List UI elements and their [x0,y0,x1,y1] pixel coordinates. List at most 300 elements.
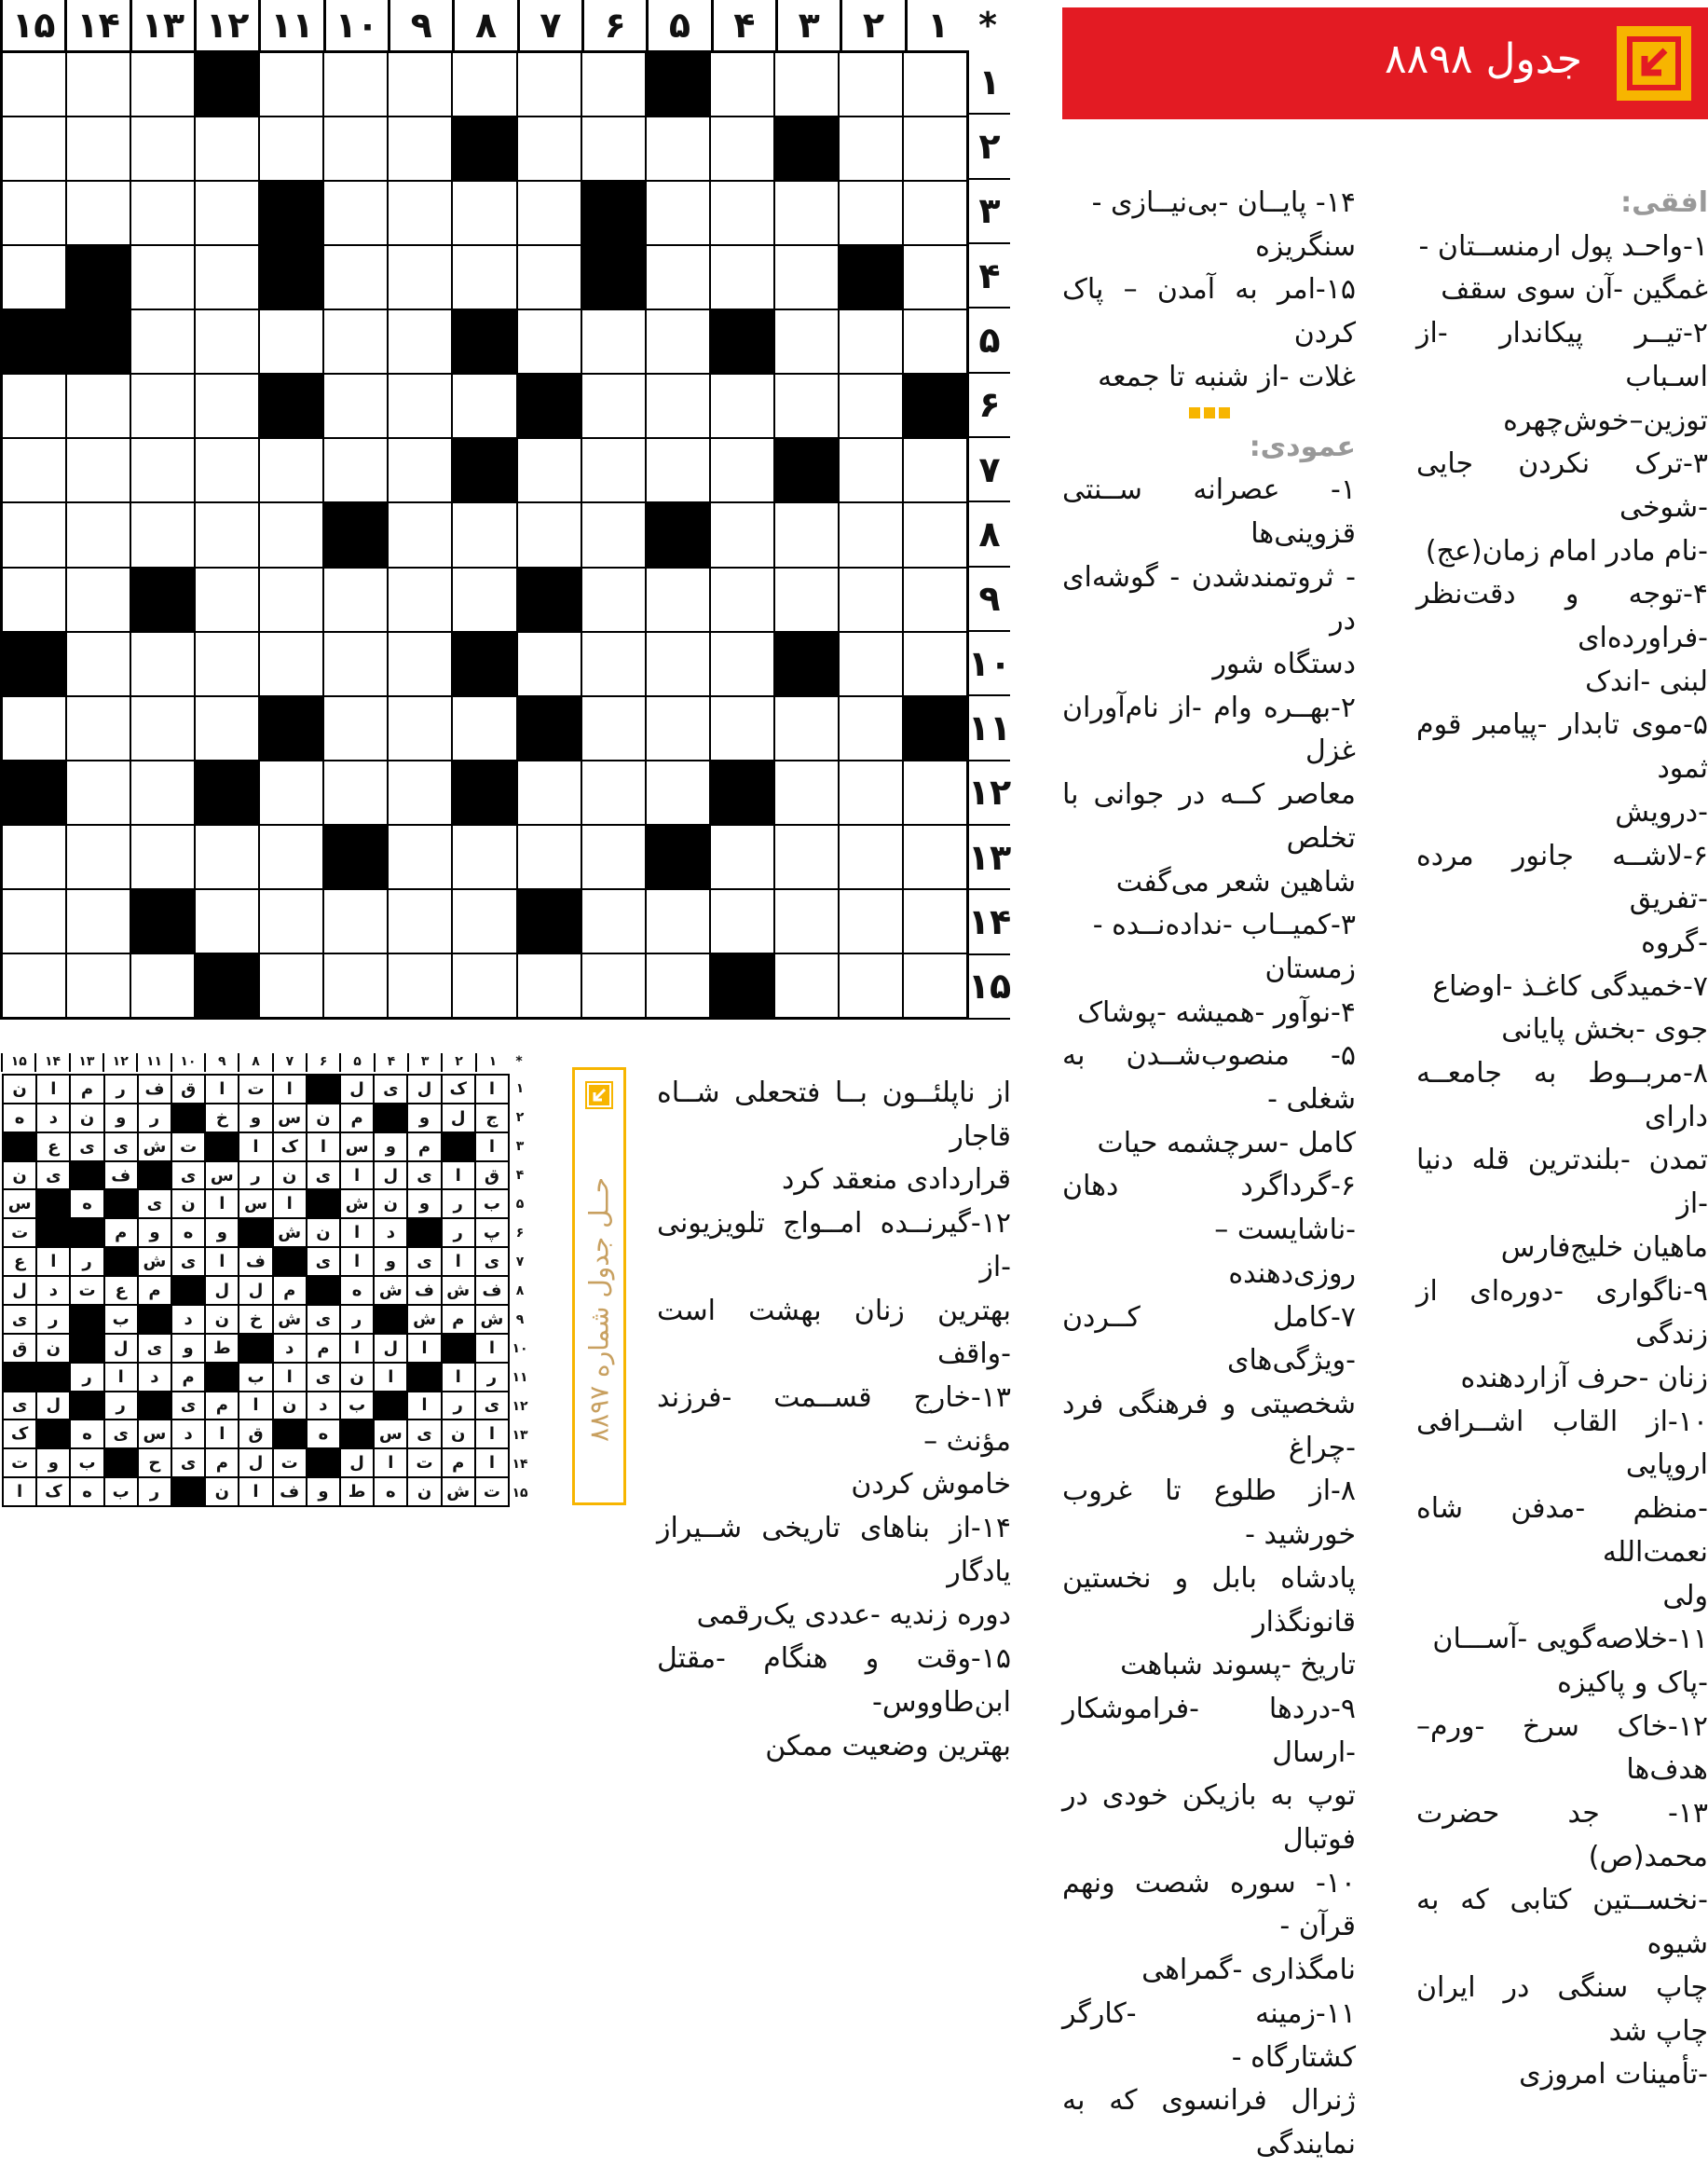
crossword-cell[interactable] [581,632,646,696]
crossword-cell[interactable] [2,825,66,889]
crossword-cell[interactable] [774,181,839,245]
crossword-cell[interactable] [646,632,710,696]
solution-cell: ا [340,1247,374,1276]
crossword-cell[interactable] [259,438,323,502]
solution-cell: س [3,1189,36,1218]
crossword-cell[interactable] [710,438,774,502]
crossword-cell[interactable] [259,502,323,567]
solution-black-cell [205,1363,239,1392]
crossword-cell[interactable] [259,761,323,825]
crossword-cell[interactable] [646,761,710,825]
crossword-cell[interactable] [130,953,195,1018]
solution-cell: ل [205,1276,239,1305]
solution-cell: د [36,1104,70,1132]
solution-column-number: ۸ [238,1053,271,1072]
clue-line: تاریخ -پسوند شباهت [1120,1649,1356,1682]
crossword-cell[interactable] [839,889,903,953]
crossword-cell[interactable] [388,568,452,632]
crossword-cell[interactable] [388,309,452,374]
solution-black-cell [138,1305,171,1334]
crossword-cell[interactable] [452,52,516,117]
crossword-cell[interactable] [774,568,839,632]
solution-cell: ا [239,1132,272,1161]
solution-cell: ا [340,1218,374,1247]
crossword-cell[interactable] [323,889,388,953]
crossword-cell[interactable] [130,245,195,309]
solution-cell: ا [205,1075,239,1104]
crossword-cell[interactable] [839,696,903,761]
solution-cell: پ [475,1218,509,1247]
crossword-cell[interactable] [66,502,130,567]
column-numbers [0,0,1006,50]
black-cell [2,309,66,374]
crossword-cell[interactable] [581,374,646,438]
crossword-cell[interactable] [710,825,774,889]
black-cell [323,825,388,889]
crossword-cell[interactable] [646,309,710,374]
solution-cell: ع [3,1247,36,1276]
crossword-cell[interactable] [839,117,903,181]
crossword-cell[interactable] [66,181,130,245]
crossword-cell[interactable] [646,245,710,309]
crossword-cell[interactable] [452,889,516,953]
crossword-cell[interactable] [581,568,646,632]
clues-column-middle [1062,182,1356,2167]
solution-cell: د [138,1363,171,1392]
crossword-cell[interactable] [388,438,452,502]
solution-black-cell [70,1392,103,1420]
crossword-cell[interactable] [903,632,967,696]
row-number: ۷ [969,438,1010,502]
crossword-cell[interactable] [388,953,452,1018]
crossword-cell[interactable] [195,245,259,309]
crossword-cell[interactable] [839,825,903,889]
crossword-cell[interactable] [388,181,452,245]
crossword-cell[interactable] [452,696,516,761]
crossword-cell[interactable] [774,309,839,374]
solution-cell: ن [340,1363,374,1392]
solution-cell: ت [3,1448,36,1477]
crossword-cell[interactable] [323,181,388,245]
solution-cell: و [239,1104,272,1132]
crossword-cell[interactable] [903,761,967,825]
crossword-cell[interactable] [903,825,967,889]
crossword-cell[interactable] [130,761,195,825]
clue-line: شاهین شعر می‌گفت [1115,865,1356,898]
solution-cell: ش [138,1247,171,1276]
black-cell [452,632,516,696]
crossword-cell[interactable] [903,181,967,245]
crossword-cell[interactable] [66,825,130,889]
crossword-cell[interactable] [388,761,452,825]
solution-cell: ش [475,1305,509,1334]
solution-cell: ن [3,1161,36,1190]
crossword-cell[interactable] [903,309,967,374]
crossword-cell[interactable] [903,889,967,953]
crossword-cell[interactable] [903,568,967,632]
crossword-cell[interactable] [839,52,903,117]
solution-cell: ش [340,1189,374,1218]
solution-cell: ا [475,1132,509,1161]
crossword-cell[interactable] [452,245,516,309]
across-clues [1416,182,1708,2097]
crossword-cell[interactable] [839,309,903,374]
crossword-cell[interactable] [517,245,581,309]
crossword-cell[interactable] [646,438,710,502]
solution-black-cell [104,1448,138,1477]
solution-cell: ی [307,1305,340,1334]
solution-cell: ش [374,1276,407,1305]
solution-black-cell [70,1305,103,1334]
crossword-cell[interactable] [130,632,195,696]
crossword-cell[interactable] [388,245,452,309]
crossword-cell[interactable] [774,953,839,1018]
crossword-grid[interactable] [0,50,969,1020]
crossword-cell[interactable] [903,953,967,1018]
crossword-cell[interactable] [710,117,774,181]
crossword-cell[interactable] [2,889,66,953]
solution-cell: ا [205,1189,239,1218]
crossword-cell[interactable] [517,953,581,1018]
column-number: ۴ [711,0,775,50]
arrow-down-left-icon [585,1081,613,1109]
crossword-cell[interactable] [903,52,967,117]
crossword-cell[interactable] [710,632,774,696]
crossword-cell[interactable] [774,374,839,438]
crossword-cell[interactable] [2,502,66,567]
crossword-cell[interactable] [646,374,710,438]
crossword-cell[interactable] [517,632,581,696]
crossword-cell[interactable] [259,117,323,181]
crossword-cell[interactable] [517,502,581,567]
solution-cell: ب [104,1305,138,1334]
crossword-cell[interactable] [323,52,388,117]
crossword-cell[interactable] [452,825,516,889]
solution-cell: م [340,1104,374,1132]
solution-cell: ت [475,1477,509,1506]
crossword-cell[interactable] [323,438,388,502]
crossword-cell[interactable] [581,502,646,567]
solution-cell: د [273,1334,307,1363]
solution-black-cell [36,1189,70,1218]
solution-black-cell [70,1161,103,1190]
crossword-cell[interactable] [388,502,452,567]
solution-cell: ق [475,1161,509,1190]
clue-line: ۵- منصوب‌شــدن به شغلی - [1062,1039,1356,1117]
crossword-cell[interactable] [2,696,66,761]
crossword-cell[interactable] [774,825,839,889]
crossword-cell[interactable] [323,117,388,181]
crossword-cell[interactable] [517,761,581,825]
crossword-cell[interactable] [66,117,130,181]
clue-line: تمدن -بلندترین قله دنیا -از [1416,1144,1708,1221]
crossword-cell[interactable] [195,632,259,696]
solution-cell: ر [442,1189,475,1218]
black-cell [774,438,839,502]
column-number: ۷ [517,0,581,50]
crossword-cell[interactable] [66,696,130,761]
crossword-cell[interactable] [259,953,323,1018]
crossword-cell[interactable] [323,309,388,374]
crossword-cell[interactable] [903,502,967,567]
crossword-cell[interactable] [774,245,839,309]
crossword-cell[interactable] [259,825,323,889]
crossword-cell[interactable] [774,696,839,761]
crossword-cell[interactable] [581,889,646,953]
crossword-cell[interactable] [259,568,323,632]
clue-line: ۴-نوآور -همیشه -پوشاک [1077,995,1356,1029]
solution-black-cell [374,1104,407,1132]
crossword-cell[interactable] [130,502,195,567]
crossword-cell[interactable] [195,696,259,761]
crossword-cell[interactable] [839,502,903,567]
crossword-cell[interactable] [66,438,130,502]
crossword-cell[interactable] [581,117,646,181]
crossword-cell[interactable] [774,502,839,567]
black-cell [774,632,839,696]
row-number: ۵ [969,309,1010,373]
solution-column-number: ۲ [441,1053,474,1072]
crossword-cell[interactable] [2,117,66,181]
crossword-cell[interactable] [323,568,388,632]
row-number: ۱ [969,50,1010,115]
crossword-cell[interactable] [195,502,259,567]
crossword-cell[interactable] [2,52,66,117]
black-cell [710,761,774,825]
solution-cell: ن [442,1420,475,1448]
black-cell [646,52,710,117]
clue-line: کامل -سرچشمه حیات [1097,1126,1356,1159]
crossword-cell[interactable] [903,245,967,309]
clue-line: ۷-کامل کــردن -ویژگی‌های [1062,1300,1356,1378]
crossword-cell[interactable] [839,953,903,1018]
crossword-cell[interactable] [774,761,839,825]
crossword-cell[interactable] [388,52,452,117]
crossword-cell[interactable] [710,245,774,309]
crossword-cell[interactable] [195,825,259,889]
crossword-cell[interactable] [130,117,195,181]
crossword-cell[interactable] [839,374,903,438]
solution-cell: ا [340,1161,374,1190]
crossword-cell[interactable] [66,761,130,825]
solution-cell: ر [70,1363,103,1392]
crossword-cell[interactable] [710,568,774,632]
crossword-cell[interactable] [839,438,903,502]
column-number: ۵ [646,0,710,50]
row-number: ۹ [969,568,1010,632]
crossword-cell[interactable] [2,181,66,245]
crossword-cell[interactable] [646,953,710,1018]
crossword-cell[interactable] [195,568,259,632]
crossword-cell[interactable] [646,117,710,181]
crossword-cell[interactable] [517,438,581,502]
crossword-cell[interactable] [323,696,388,761]
crossword-cell[interactable] [259,632,323,696]
crossword-cell[interactable] [710,52,774,117]
solution-cell: ل [340,1448,374,1477]
crossword-cell[interactable] [646,696,710,761]
crossword-cell[interactable] [388,117,452,181]
crossword-cell[interactable] [2,245,66,309]
crossword-cell[interactable] [581,696,646,761]
crossword-cell[interactable] [646,568,710,632]
crossword-cell[interactable] [581,52,646,117]
clue-line: ۱۴-از بناهای تاریخی شــیراز یادگار [657,1512,1011,1588]
black-cell [452,309,516,374]
solution-column-number: ۴ [374,1053,407,1072]
crossword-cell[interactable] [323,953,388,1018]
crossword-cell[interactable] [903,117,967,181]
crossword-cell[interactable] [323,374,388,438]
crossword-cell[interactable] [130,825,195,889]
solution-cell: ش [442,1276,475,1305]
crossword-cell[interactable] [66,953,130,1018]
crossword-cell[interactable] [130,374,195,438]
black-cell [259,374,323,438]
crossword-cell[interactable] [452,502,516,567]
crossword-cell[interactable] [517,825,581,889]
row-number: ۱۲ [969,761,1010,826]
crossword-cell[interactable] [195,309,259,374]
crossword-cell[interactable] [388,825,452,889]
crossword-cell[interactable] [839,761,903,825]
crossword-cell[interactable] [581,825,646,889]
solution-cell: ر [442,1218,475,1247]
crossword-cell[interactable] [2,374,66,438]
crossword-cell[interactable] [517,181,581,245]
crossword-cell[interactable] [195,374,259,438]
crossword-cell[interactable] [388,374,452,438]
crossword-cell[interactable] [839,568,903,632]
clue-line: خاموش کردن [851,1468,1011,1502]
crossword-cell[interactable] [774,889,839,953]
crossword-cell[interactable] [710,502,774,567]
crossword-cell[interactable] [259,889,323,953]
crossword-cell[interactable] [517,52,581,117]
column-number: ۱۱ [258,0,322,50]
solution-black-cell [374,1305,407,1334]
solution-cell: س [138,1420,171,1448]
solution-cell: ت [3,1218,36,1247]
crossword-cell[interactable] [66,889,130,953]
black-cell [517,696,581,761]
crossword-cell[interactable] [710,889,774,953]
solution-cell: ی [104,1132,138,1161]
crossword-cell[interactable] [452,953,516,1018]
solution-black-cell [442,1132,475,1161]
crossword-cell[interactable] [195,181,259,245]
clue-line: ۱۵-وقت و هنگام -مقتل ابن‌طاووس- [657,1642,1011,1719]
crossword-cell[interactable] [710,696,774,761]
solution-black-cell [239,1334,272,1363]
crossword-cell[interactable] [66,632,130,696]
row-numbers [969,50,1010,1020]
down-clues-continued [657,1072,1011,1768]
solution-row-number: ۹ [515,1311,525,1327]
crossword-cell[interactable] [839,632,903,696]
solution-cell: ل [374,1161,407,1190]
crossword-cell[interactable] [903,438,967,502]
crossword-cell[interactable] [452,568,516,632]
across-heading: افقی: [1620,186,1708,219]
solution-cell: و [138,1218,171,1247]
crossword-cell[interactable] [581,761,646,825]
crossword-cell[interactable] [388,632,452,696]
solution-cell: خ [205,1104,239,1132]
crossword-cell[interactable] [581,438,646,502]
crossword-cell[interactable] [259,309,323,374]
crossword-cell[interactable] [581,309,646,374]
solution-column-number: ۱۵ [1,1053,34,1072]
crossword-cell[interactable] [195,889,259,953]
black-cell [130,889,195,953]
crossword-cell[interactable] [66,52,130,117]
crossword-cell[interactable] [130,438,195,502]
clue-line: ۱۳-خارج قســمت -فرزند مؤنث – [657,1380,1011,1458]
crossword-cell[interactable] [710,374,774,438]
solution-cell: ل [374,1334,407,1363]
crossword-cell[interactable] [2,438,66,502]
crossword-cell[interactable] [130,309,195,374]
crossword-cell[interactable] [581,953,646,1018]
crossword-cell[interactable] [130,52,195,117]
crossword-cell[interactable] [388,696,452,761]
crossword-cell[interactable] [2,953,66,1018]
crossword-cell[interactable] [66,374,130,438]
solution-cell: ب [239,1363,272,1392]
black-cell [2,632,66,696]
column-number: ۱۳ [130,0,194,50]
crossword-cell[interactable] [323,761,388,825]
clue-line: ۲-تیــر پیکاندار -از اسـباب [1416,317,1708,393]
crossword-cell[interactable] [452,374,516,438]
crossword-cell[interactable] [388,889,452,953]
crossword-cell[interactable] [323,632,388,696]
crossword-cell[interactable] [66,568,130,632]
crossword-cell[interactable] [259,52,323,117]
black-cell [581,245,646,309]
solution-cell: م [205,1392,239,1420]
solution-cell: ن [374,1189,407,1218]
crossword-cell[interactable] [774,52,839,117]
crossword-cell[interactable] [130,696,195,761]
crossword-cell[interactable] [2,568,66,632]
black-cell [517,374,581,438]
crossword-cell[interactable] [710,181,774,245]
solution-cell: ف [138,1075,171,1104]
solution-cell: ا [104,1363,138,1392]
crossword-cell[interactable] [323,245,388,309]
solution-cell: ت [171,1132,205,1161]
clue-line: -نام مادر امام زمان(عج) [1425,534,1708,568]
black-cell [774,117,839,181]
solution-cell: ر [104,1392,138,1420]
crossword-cell[interactable] [195,117,259,181]
crossword-cell[interactable] [130,181,195,245]
crossword-cell[interactable] [517,117,581,181]
solution-black-cell [36,1218,70,1247]
solution-cell: ف [273,1477,307,1506]
crossword-cell[interactable] [646,181,710,245]
crossword-cell[interactable] [452,181,516,245]
crossword-cell[interactable] [517,309,581,374]
crossword-cell[interactable] [195,438,259,502]
crossword-cell[interactable] [839,181,903,245]
clue-line: -منظم -مدفن شاه نعمت‌الله [1416,1492,1708,1569]
crossword-cell[interactable] [646,889,710,953]
solution-cell: ه [374,1477,407,1506]
solution-cell: ی [374,1075,407,1104]
